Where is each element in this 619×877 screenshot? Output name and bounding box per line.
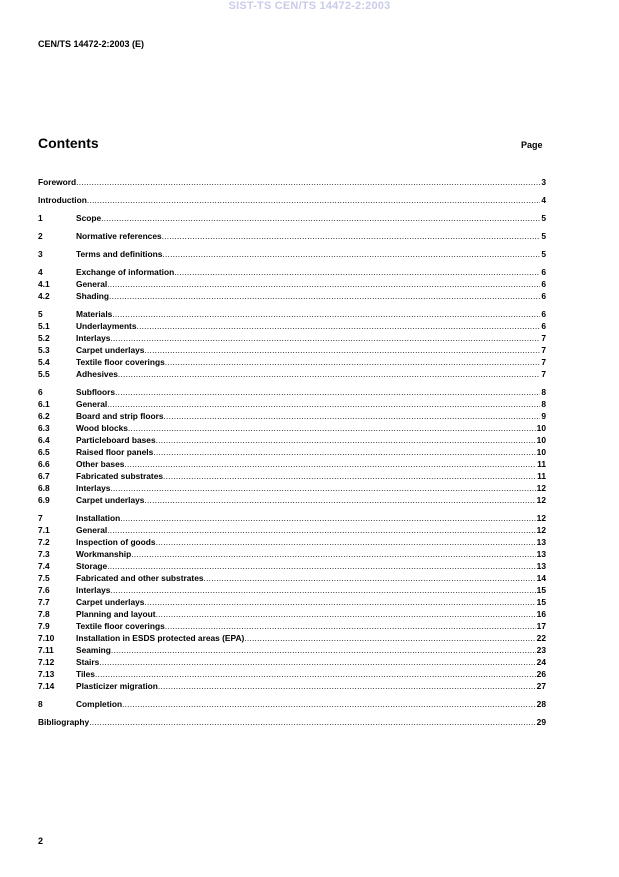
toc-entry-page: 6 (541, 321, 546, 331)
dot-leader (174, 266, 540, 278)
dot-leader (137, 320, 541, 332)
toc-entry-number: 6.3 (38, 423, 50, 433)
document-id: CEN/TS 14472-2:2003 (E) (38, 39, 145, 49)
toc-entry-title: Underlayments (76, 321, 137, 331)
page-title: Contents (38, 135, 99, 151)
toc-entry[interactable] (38, 386, 546, 398)
toc-entry[interactable] (38, 620, 546, 632)
toc-entry[interactable] (38, 194, 546, 206)
toc-entry-page: 4 (541, 195, 546, 205)
toc-entry[interactable] (38, 596, 546, 608)
toc-entry-number: 2 (38, 231, 43, 241)
toc-entry-page: 10 (536, 435, 546, 445)
dot-leader (107, 278, 540, 290)
toc-entry-page: 7 (541, 333, 546, 343)
toc-entry-number: 5.3 (38, 345, 50, 355)
dot-leader (124, 458, 536, 470)
toc-entry-page: 28 (536, 699, 546, 709)
dot-leader (95, 668, 536, 680)
toc-entry-page: 26 (536, 669, 546, 679)
dot-leader (111, 644, 536, 656)
dot-leader (165, 356, 541, 368)
toc-entry[interactable] (38, 308, 546, 320)
toc-entry-title: Interlays (76, 585, 111, 595)
dot-leader (87, 194, 540, 206)
toc-entry-number: 6.2 (38, 411, 50, 421)
dot-leader (107, 398, 540, 410)
toc-entry-title: Fabricated substrates (76, 471, 164, 481)
toc-entry[interactable] (38, 494, 546, 506)
toc-entry-number: 7.1 (38, 525, 50, 535)
toc-entry-number: 6 (38, 387, 43, 397)
toc-entry-title: Interlays (76, 483, 111, 493)
toc-entry-number: 4.1 (38, 279, 50, 289)
toc-entry[interactable] (38, 608, 546, 620)
toc-entry[interactable] (38, 698, 546, 710)
toc-entry-number: 7.9 (38, 621, 50, 631)
toc-entry-page: 9 (541, 411, 546, 421)
toc-entry-title: Shading (76, 291, 110, 301)
toc-entry-page: 7 (541, 369, 546, 379)
toc-entry[interactable] (38, 320, 546, 332)
toc-entry[interactable] (38, 290, 546, 302)
dot-leader (156, 434, 536, 446)
dot-leader (144, 494, 535, 506)
toc-entry-number: 5.5 (38, 369, 50, 379)
toc-entry-page: 13 (536, 561, 546, 571)
dot-leader (163, 410, 540, 422)
toc-entry-title: Interlays (76, 333, 111, 343)
toc-entry[interactable] (38, 356, 546, 368)
dot-leader (153, 446, 535, 458)
dot-leader (165, 620, 536, 632)
dot-leader (118, 368, 540, 380)
dot-leader (204, 572, 536, 584)
toc-entry[interactable] (38, 332, 546, 344)
dot-leader (89, 716, 535, 728)
dot-leader (110, 332, 540, 344)
toc-entry[interactable] (38, 512, 546, 524)
toc-entry-page: 12 (536, 513, 546, 523)
toc-entry-page: 16 (536, 609, 546, 619)
toc-entry[interactable] (38, 560, 546, 572)
dot-leader (107, 524, 535, 536)
toc-entry[interactable] (38, 212, 546, 224)
toc-entry-page: 15 (536, 585, 546, 595)
toc-entry-number: 1 (38, 213, 43, 223)
toc-entry-number: 7 (38, 513, 43, 523)
toc-entry-title: Carpet underlays (76, 495, 145, 505)
toc-entry-title: Foreword (38, 177, 77, 187)
toc-entry-title: General (76, 525, 108, 535)
dot-leader (110, 482, 535, 494)
toc-entry-page: 29 (536, 717, 546, 727)
toc-entry-number: 7.13 (38, 669, 55, 679)
toc-entry-page: 22 (536, 633, 546, 643)
dot-leader (131, 548, 535, 560)
dot-leader (99, 656, 535, 668)
dot-leader (128, 422, 536, 434)
dot-leader (244, 632, 535, 644)
toc-entry[interactable] (38, 410, 546, 422)
dot-leader (109, 290, 540, 302)
toc-entry[interactable] (38, 680, 546, 692)
toc-entry-page: 6 (541, 291, 546, 301)
toc-entry-page: 8 (541, 387, 546, 397)
toc-entry-page: 5 (541, 231, 546, 241)
toc-entry-page: 15 (536, 597, 546, 607)
toc-entry-title: Fabricated and other substrates (76, 573, 204, 583)
toc-entry-number: 5 (38, 309, 43, 319)
page-number: 2 (38, 836, 44, 846)
toc-entry-page: 12 (536, 495, 546, 505)
toc-entry[interactable] (38, 398, 546, 410)
dot-leader (115, 386, 540, 398)
toc-entry-title: Terms and definitions (76, 249, 163, 259)
dot-leader (144, 596, 535, 608)
toc-entry[interactable] (38, 446, 546, 458)
dot-leader (110, 584, 535, 596)
toc-entry-page: 7 (541, 357, 546, 367)
page-column-heading: Page (521, 140, 543, 150)
dot-leader (156, 608, 536, 620)
dot-leader (107, 560, 535, 572)
dot-leader (162, 230, 541, 242)
dot-leader (156, 536, 536, 548)
toc-entry-title: Installation in ESDS protected areas (EPA) (76, 633, 245, 643)
toc-entry-number: 4 (38, 267, 43, 277)
toc-entry-page: 13 (536, 549, 546, 559)
toc-entry-number: 7.3 (38, 549, 50, 559)
toc-entry-page: 24 (536, 657, 546, 667)
toc-entry-title: Completion (76, 699, 123, 709)
toc-entry[interactable] (38, 584, 546, 596)
toc-entry-page: 5 (541, 249, 546, 259)
toc-entry-page: 8 (541, 399, 546, 409)
toc-entry-number: 3 (38, 249, 43, 259)
toc-entry[interactable] (38, 656, 546, 668)
toc-entry-page: 14 (536, 573, 546, 583)
toc-entry-page: 6 (541, 309, 546, 319)
toc-entry-title: Plasticizer migration (76, 681, 158, 691)
toc-entry-page: 7 (541, 345, 546, 355)
toc-entry-title: Adhesives (76, 369, 118, 379)
toc-entry-title: Seaming (76, 645, 111, 655)
toc-entry[interactable] (38, 176, 546, 188)
toc-entry-title: Stairs (76, 657, 100, 667)
toc-entry-title: Introduction (38, 195, 87, 205)
toc-entry-number: 6.6 (38, 459, 50, 469)
toc-entry-title: Wood blocks (76, 423, 128, 433)
toc-entry[interactable] (38, 458, 546, 470)
toc-entry[interactable] (38, 230, 546, 242)
toc-entry-title: Normative references (76, 231, 162, 241)
toc-entry-number: 5.1 (38, 321, 50, 331)
toc-entry-number: 6.8 (38, 483, 50, 493)
toc-entry[interactable] (38, 716, 546, 728)
toc-entry-page: 23 (536, 645, 546, 655)
toc-entry-title: Scope (76, 213, 102, 223)
toc-entry-page: 11 (537, 459, 546, 469)
dot-leader (162, 248, 540, 260)
toc-entry-number: 7.5 (38, 573, 50, 583)
toc-entry-number: 7.10 (38, 633, 55, 643)
toc-entry-title: Inspection of goods (76, 537, 156, 547)
toc-entry-page: 17 (536, 621, 546, 631)
toc-entry-title: Textile floor coverings (76, 357, 165, 367)
toc-entry-page: 10 (536, 423, 546, 433)
toc-entry-title: Materials (76, 309, 113, 319)
toc-entry[interactable] (38, 422, 546, 434)
toc-entry-title: Workmanship (76, 549, 132, 559)
toc-entry-title: Raised floor panels (76, 447, 154, 457)
table-of-contents (38, 176, 546, 728)
toc-entry[interactable] (38, 344, 546, 356)
toc-entry-number: 4.2 (38, 291, 50, 301)
toc-entry-title: Bibliography (38, 717, 90, 727)
toc-entry-page: 5 (541, 213, 546, 223)
toc-entry-title: Carpet underlays (76, 345, 145, 355)
toc-entry-number: 8 (38, 699, 43, 709)
dot-leader (76, 176, 540, 188)
dot-leader (101, 212, 540, 224)
toc-entry-title: Planning and layout (76, 609, 156, 619)
dot-leader (163, 470, 536, 482)
toc-entry-page: 12 (536, 483, 546, 493)
toc-entry[interactable] (38, 470, 546, 482)
toc-entry[interactable] (38, 536, 546, 548)
toc-entry-number: 7.11 (38, 645, 54, 655)
toc-entry-page: 6 (541, 279, 546, 289)
dot-leader (158, 680, 536, 692)
toc-entry-page: 11 (537, 471, 546, 481)
watermark: SIST-TS CEN/TS 14472-2:2003 (228, 0, 391, 12)
toc-entry-title: Tiles (76, 669, 95, 679)
toc-entry-number: 5.4 (38, 357, 50, 367)
toc-entry-number: 6.1 (38, 399, 50, 409)
toc-entry-number: 7.2 (38, 537, 50, 547)
toc-entry-title: Carpet underlays (76, 597, 145, 607)
toc-entry-number: 6.4 (38, 435, 50, 445)
toc-entry-number: 7.7 (38, 597, 50, 607)
toc-entry-page: 10 (536, 447, 546, 457)
toc-entry[interactable] (38, 248, 546, 260)
toc-entry-title: General (76, 279, 108, 289)
dot-leader (120, 512, 535, 524)
toc-entry-number: 5.2 (38, 333, 50, 343)
toc-entry-number: 7.6 (38, 585, 50, 595)
toc-entry[interactable] (38, 572, 546, 584)
toc-entry[interactable] (38, 632, 546, 644)
toc-entry[interactable] (38, 524, 546, 536)
toc-entry-title: Board and strip floors (76, 411, 164, 421)
toc-entry[interactable] (38, 368, 546, 380)
toc-entry[interactable] (38, 482, 546, 494)
dot-leader (122, 698, 536, 710)
toc-entry[interactable] (38, 644, 546, 656)
toc-entry-number: 7.12 (38, 657, 55, 667)
toc-entry-page: 3 (541, 177, 546, 187)
dot-leader (112, 308, 540, 320)
toc-entry-number: 7.8 (38, 609, 50, 619)
toc-entry-page: 6 (541, 267, 546, 277)
toc-entry-page: 12 (536, 525, 546, 535)
toc-entry-page: 13 (536, 537, 546, 547)
toc-entry-title: Subfloors (76, 387, 116, 397)
toc-entry-title: Textile floor coverings (76, 621, 165, 631)
toc-entry[interactable] (38, 668, 546, 680)
toc-entry[interactable] (38, 278, 546, 290)
dot-leader (144, 344, 540, 356)
toc-entry-title: Particleboard bases (76, 435, 156, 445)
toc-entry-number: 6.9 (38, 495, 50, 505)
toc-entry-title: Exchange of information (76, 267, 175, 277)
toc-entry[interactable] (38, 548, 546, 560)
toc-entry-title: General (76, 399, 108, 409)
toc-entry[interactable] (38, 434, 546, 446)
toc-entry-title: Storage (76, 561, 108, 571)
toc-entry-number: 7.4 (38, 561, 50, 571)
toc-entry-title: Installation (76, 513, 121, 523)
toc-entry-number: 7.14 (38, 681, 55, 691)
toc-entry-number: 6.7 (38, 471, 50, 481)
toc-entry-page: 27 (536, 681, 546, 691)
toc-entry[interactable] (38, 266, 546, 278)
toc-entry-number: 6.5 (38, 447, 50, 457)
toc-entry-title: Other bases (76, 459, 125, 469)
